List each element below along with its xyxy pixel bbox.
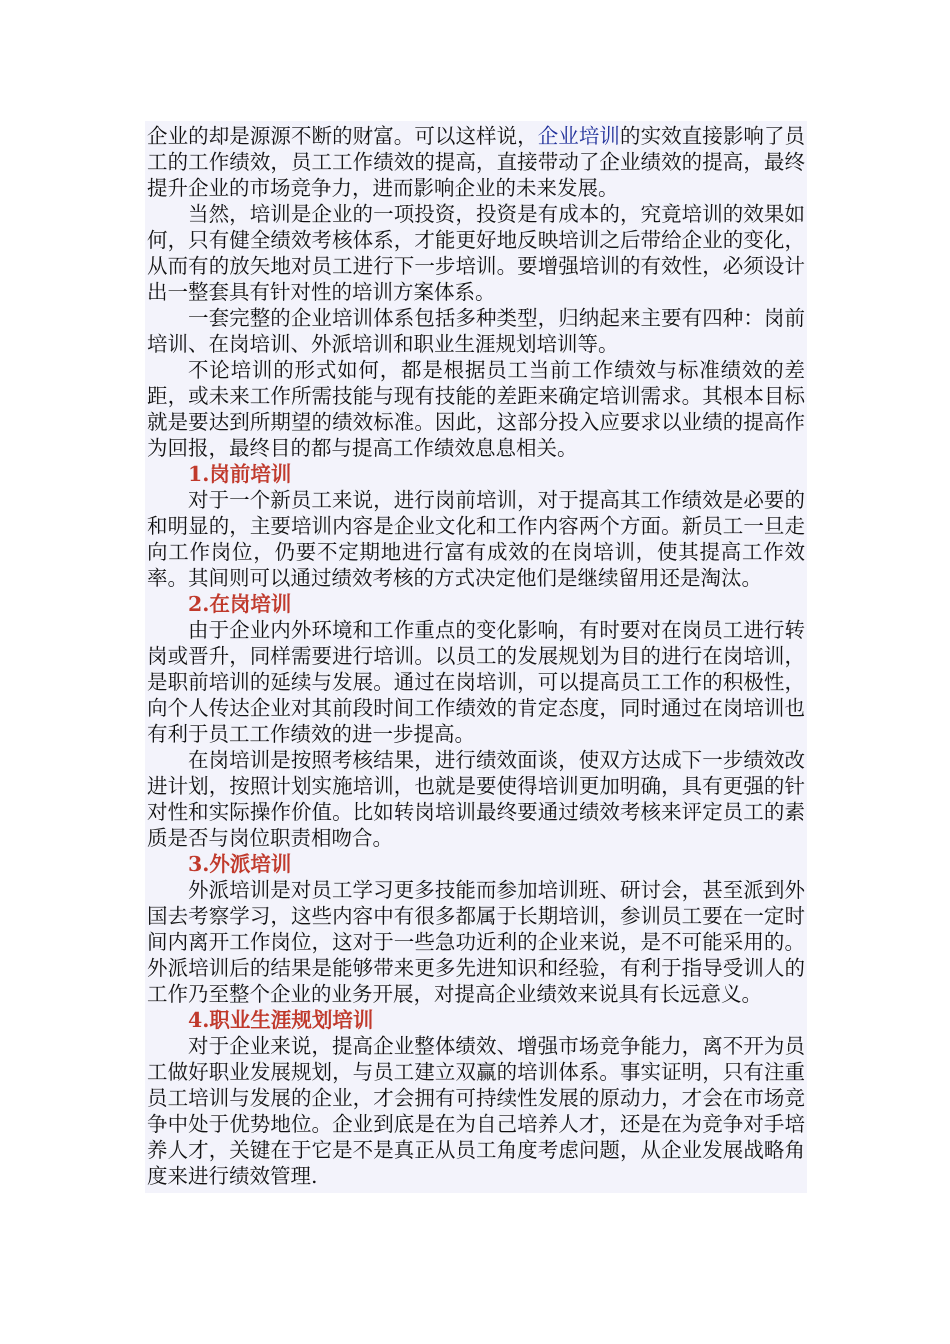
section-heading-external-training: 3.外派培训 [188,852,292,876]
section-2-paragraph-2: 在岗培训是按照考核结果，进行绩效面谈，使双方达成下一步绩效改进计划，按照计划实施培训，也就是要使得培训更加明确，具有更强的针对性和实际操作价值。比如转岗培训最终要通过绩效考核来评定员工的素质是否与岗位职责相吻合。 [147,748,805,850]
intro-paragraph-2: 当然，培训是企业的一项投资，投资是有成本的，究竟培训的效果如何，只有健全绩效考核体系，才能更好地反映培训之后带给企业的变化，从而有的放矢地对员工进行下一步培训。要增强培训的有效性，必须设计出一整套具有针对性的培训方案体系。 [147,202,805,304]
enterprise-training-link[interactable]: 企业培训 [537,124,620,148]
document-body [145,121,807,1193]
intro-text-before-link: 企业的却是源源不断的财富。可以这样说， [147,124,538,148]
intro-paragraph-3: 一套完整的企业培训体系包括多种类型，归纳起来主要有四种：岗前培训、在岗培训、外派培训和职业生涯规划培训等。 [147,306,805,356]
section-heading-pre-job-training: 1.岗前培训 [188,462,292,486]
section-3-paragraph-1: 外派培训是对员工学习更多技能而参加培训班、研讨会，甚至派到外国去考察学习，这些内容中有很多都属于长期培训，参训员工要在一定时间内离开工作岗位，这对于一些急功近利的企业来说，是不可能采用的。外派培训后的结果是能够带来更多先进知识和经验，有利于指导受训人的工作乃至整个企业的业务开展，对提高企业绩效来说具有长远意义。 [147,878,805,1006]
section-heading-career-planning-training: 4.职业生涯规划培训 [188,1008,374,1032]
intro-paragraph-1 [147,123,805,201]
section-2-paragraph-1: 由于企业内外环境和工作重点的变化影响，有时要对在岗员工进行转岗或晋升，同样需要进行培训。以员工的发展规划为目的进行在岗培训，是职前培训的延续与发展。通过在岗培训，可以提高员工工作的积极性，向个人传达企业对其前段时间工作绩效的肯定态度，同时通过在岗培训也有利于员工工作绩效的进一步提高。 [147,618,805,746]
section-heading-on-job-training: 2.在岗培训 [188,592,292,616]
section-4-paragraph-1: 对于企业来说，提高企业整体绩效、增强市场竞争能力，离不开为员工做好职业发展规划，与员工建立双赢的培训体系。事实证明，只有注重员工培训与发展的企业，才会拥有可持续性发展的原动力，才会在市场竞争中处于优势地位。企业到底是在为自己培养人才，还是在为竞争对手培养人才，关键在于它是不是真正从员工角度考虑问题，从企业发展战略角度来进行绩效管理. [147,1034,805,1188]
intro-text-after-link: 的实效直接影响了员工的工作绩效，员工工作绩效的提高，直接带动了企业绩效的提高，最终提升企业的市场竞争力，进而影响企业的未来发展。 [147,124,806,200]
intro-paragraph-4: 不论培训的形式如何，都是根据员工当前工作绩效与标准绩效的差距，或未来工作所需技能与现有技能的差距来确定培训需求。其根本目标就是要达到所期望的绩效标准。因此，这部分投入应要求以业绩的提高作为回报，最终目的都与提高工作绩效息息相关。 [147,358,805,460]
section-1-paragraph-1: 对于一个新员工来说，进行岗前培训，对于提高其工作绩效是必要的和明显的，主要培训内容是企业文化和工作内容两个方面。新员工一旦走向工作岗位，仍要不定期地进行富有成效的在岗培训，使其提高工作效率。其间则可以通过绩效考核的方式决定他们是继续留用还是淘汰。 [147,488,805,590]
